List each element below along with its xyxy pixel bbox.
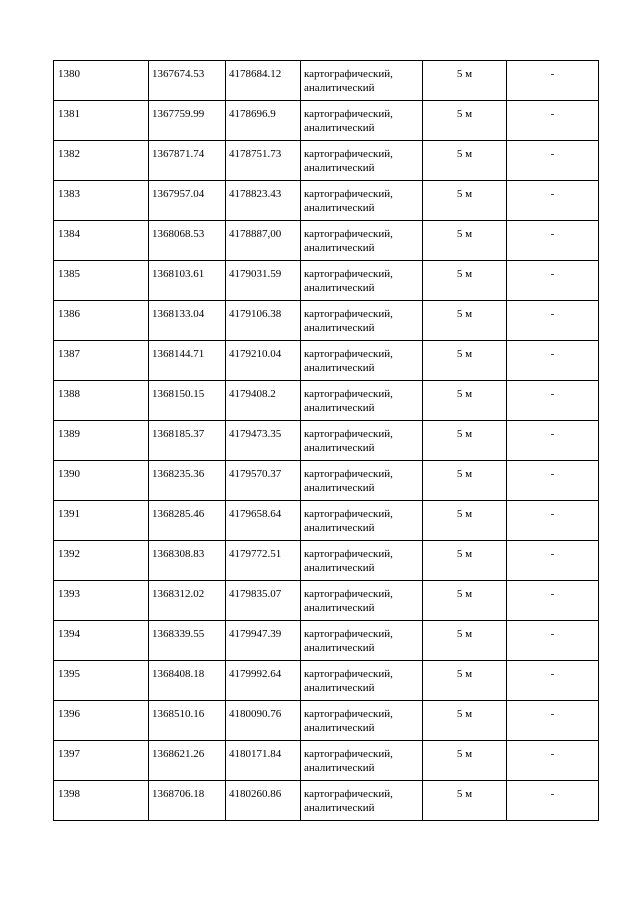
point-number: 1385 [58,268,80,280]
point-number: 1387 [58,348,80,360]
note-value: - [550,268,555,280]
accuracy-cell [423,581,507,621]
method-line-2: аналитический [304,642,375,654]
method-line-2: аналитический [304,322,375,334]
note-value: - [550,548,555,560]
point-number: 1392 [58,548,80,560]
x-coordinate-cell [149,581,226,621]
y-coordinate-cell [226,61,301,101]
point-number-cell [54,261,149,301]
method-text [301,101,422,135]
note-cell [507,181,599,221]
accuracy-cell [423,141,507,181]
method-line-2: аналитический [304,442,375,454]
coordinates-table [53,60,599,821]
x-coordinate: 1368133.04 [152,308,205,320]
x-coordinate: 1367674.53 [152,68,205,80]
method-line-1: картографический, [304,308,393,320]
y-coordinate: 4179992.64 [229,668,282,680]
method-text [301,741,422,775]
method-cell [301,541,423,581]
accuracy-cell [423,261,507,301]
point-number-cell [54,501,149,541]
y-coordinate: 4179408.2 [229,388,276,400]
point-number-cell [54,341,149,381]
point-number-cell [54,701,149,741]
table-row [54,541,599,581]
point-number-cell [54,421,149,461]
table-row [54,501,599,541]
method-line-1: картографический, [304,388,393,400]
method-line-2: аналитический [304,202,375,214]
x-coordinate: 1368308.83 [152,548,205,560]
y-coordinate-cell [226,741,301,781]
point-number-cell [54,141,149,181]
note-cell [507,541,599,581]
x-coordinate-cell [149,101,226,141]
method-line-1: картографический, [304,188,393,200]
method-text [301,661,422,695]
note-value: - [550,508,555,520]
point-number-cell [54,541,149,581]
accuracy-value: 5 м [456,748,473,760]
method-line-1: картографический, [304,68,393,80]
x-coordinate: 1368103.61 [152,268,205,280]
method-text [301,341,422,375]
accuracy-cell [423,501,507,541]
method-line-2: аналитический [304,762,375,774]
method-line-1: картографический, [304,548,393,560]
y-coordinate: 4179835.07 [229,588,282,600]
method-line-2: аналитический [304,122,375,134]
y-coordinate: 4178823.43 [229,188,282,200]
method-line-1: картографический, [304,748,393,760]
y-coordinate-cell [226,621,301,661]
accuracy-value: 5 м [456,668,473,680]
method-cell [301,181,423,221]
method-text [301,261,422,295]
x-coordinate-cell [149,301,226,341]
accuracy-cell [423,741,507,781]
method-text [301,621,422,655]
accuracy-value: 5 м [456,268,473,280]
x-coordinate-cell [149,661,226,701]
x-coordinate: 1368185.37 [152,428,205,440]
table-row [54,261,599,301]
note-cell [507,621,599,661]
method-cell [301,461,423,501]
method-line-2: аналитический [304,242,375,254]
note-value: - [550,228,555,240]
accuracy-value: 5 м [456,628,473,640]
method-text [301,581,422,615]
y-coordinate-cell [226,461,301,501]
note-value: - [550,428,555,440]
point-number: 1383 [58,188,80,200]
y-coordinate-cell [226,421,301,461]
method-cell [301,781,423,821]
method-line-2: аналитический [304,522,375,534]
accuracy-value: 5 м [456,188,473,200]
table-row [54,61,599,101]
x-coordinate-cell [149,701,226,741]
accuracy-value: 5 м [456,68,473,80]
note-value: - [550,708,555,720]
accuracy-cell [423,461,507,501]
note-cell [507,661,599,701]
method-text [301,701,422,735]
x-coordinate: 1367759.99 [152,108,205,120]
method-cell [301,661,423,701]
point-number-cell [54,301,149,341]
x-coordinate: 1368408.18 [152,668,205,680]
accuracy-cell [423,701,507,741]
point-number-cell [54,661,149,701]
method-text [301,421,422,455]
table-row [54,341,599,381]
accuracy-cell [423,181,507,221]
note-cell [507,261,599,301]
x-coordinate: 1368339.55 [152,628,205,640]
point-number: 1386 [58,308,80,320]
point-number: 1388 [58,388,80,400]
note-value: - [550,628,555,640]
table-row [54,141,599,181]
method-cell [301,421,423,461]
table-row [54,701,599,741]
method-text [301,781,422,815]
method-cell [301,101,423,141]
table-row [54,581,599,621]
point-number: 1380 [58,68,80,80]
method-line-1: картографический, [304,228,393,240]
method-line-2: аналитический [304,362,375,374]
y-coordinate: 4180171.84 [229,748,282,760]
method-line-2: аналитический [304,482,375,494]
point-number-cell [54,621,149,661]
point-number-cell [54,581,149,621]
y-coordinate: 4178751.73 [229,148,282,160]
method-line-1: картографический, [304,708,393,720]
note-value: - [550,188,555,200]
accuracy-value: 5 м [456,388,473,400]
method-cell [301,341,423,381]
method-text [301,541,422,575]
accuracy-cell [423,421,507,461]
point-number-cell [54,741,149,781]
x-coordinate-cell [149,741,226,781]
point-number: 1393 [58,588,80,600]
x-coordinate-cell [149,261,226,301]
method-cell [301,61,423,101]
y-coordinate-cell [226,581,301,621]
x-coordinate-cell [149,621,226,661]
x-coordinate: 1367957.04 [152,188,205,200]
method-cell [301,581,423,621]
accuracy-cell [423,661,507,701]
note-cell [507,701,599,741]
accuracy-value: 5 м [456,548,473,560]
y-coordinate-cell [226,141,301,181]
note-cell [507,141,599,181]
note-value: - [550,308,555,320]
document-page [53,60,598,821]
table-row [54,381,599,421]
method-text [301,381,422,415]
method-text [301,61,422,95]
point-number-cell [54,181,149,221]
note-cell [507,381,599,421]
x-coordinate-cell [149,341,226,381]
y-coordinate: 4179772.51 [229,548,282,560]
x-coordinate-cell [149,461,226,501]
accuracy-cell [423,301,507,341]
point-number: 1397 [58,748,80,760]
y-coordinate: 4179947.39 [229,628,282,640]
method-cell [301,261,423,301]
x-coordinate-cell [149,221,226,261]
y-coordinate: 4179031.59 [229,268,282,280]
method-line-1: картографический, [304,148,393,160]
y-coordinate-cell [226,381,301,421]
method-line-1: картографический, [304,348,393,360]
accuracy-value: 5 м [456,788,473,800]
method-line-1: картографический, [304,108,393,120]
accuracy-cell [423,61,507,101]
method-line-2: аналитический [304,402,375,414]
method-line-1: картографический, [304,508,393,520]
y-coordinate: 4179210.04 [229,348,282,360]
method-cell [301,141,423,181]
y-coordinate-cell [226,101,301,141]
point-number: 1396 [58,708,80,720]
method-line-1: картографический, [304,788,393,800]
accuracy-value: 5 м [456,708,473,720]
method-line-1: картографический, [304,588,393,600]
point-number: 1390 [58,468,80,480]
point-number: 1394 [58,628,80,640]
method-line-2: аналитический [304,282,375,294]
method-text [301,501,422,535]
x-coordinate-cell [149,141,226,181]
x-coordinate: 1368068.53 [152,228,205,240]
table-row [54,621,599,661]
y-coordinate: 4179570.37 [229,468,282,480]
method-cell [301,381,423,421]
table-row [54,661,599,701]
method-text [301,221,422,255]
point-number: 1398 [58,788,80,800]
method-line-2: аналитический [304,562,375,574]
method-cell [301,701,423,741]
note-value: - [550,468,555,480]
y-coordinate-cell [226,661,301,701]
point-number-cell [54,461,149,501]
accuracy-value: 5 м [456,468,473,480]
y-coordinate: 4180090.76 [229,708,282,720]
x-coordinate: 1368510.16 [152,708,205,720]
table-row [54,461,599,501]
note-value: - [550,588,555,600]
x-coordinate-cell [149,381,226,421]
note-cell [507,741,599,781]
method-cell [301,621,423,661]
accuracy-cell [423,341,507,381]
table-row [54,181,599,221]
point-number: 1382 [58,148,80,160]
accuracy-cell [423,781,507,821]
method-line-2: аналитический [304,802,375,814]
method-line-2: аналитический [304,162,375,174]
method-cell [301,221,423,261]
accuracy-cell [423,381,507,421]
accuracy-value: 5 м [456,108,473,120]
accuracy-value: 5 м [456,508,473,520]
method-text [301,301,422,335]
accuracy-value: 5 м [456,588,473,600]
note-cell [507,61,599,101]
y-coordinate-cell [226,221,301,261]
y-coordinate-cell [226,341,301,381]
table-row [54,221,599,261]
method-line-1: картографический, [304,668,393,680]
note-cell [507,581,599,621]
note-value: - [550,388,555,400]
note-cell [507,341,599,381]
y-coordinate-cell [226,181,301,221]
accuracy-value: 5 м [456,148,473,160]
method-cell [301,501,423,541]
note-value: - [550,748,555,760]
table-row [54,781,599,821]
x-coordinate-cell [149,181,226,221]
note-cell [507,501,599,541]
x-coordinate-cell [149,541,226,581]
note-cell [507,101,599,141]
x-coordinate: 1368144.71 [152,348,205,360]
note-cell [507,781,599,821]
x-coordinate: 1368312.02 [152,588,205,600]
method-line-1: картографический, [304,468,393,480]
x-coordinate: 1368150.15 [152,388,205,400]
accuracy-value: 5 м [456,348,473,360]
note-value: - [550,348,555,360]
note-value: - [550,108,555,120]
y-coordinate-cell [226,781,301,821]
method-cell [301,301,423,341]
y-coordinate: 4178684.12 [229,68,282,80]
note-value: - [550,68,555,80]
method-line-1: картографический, [304,268,393,280]
x-coordinate: 1368235.36 [152,468,205,480]
x-coordinate: 1368285.46 [152,508,205,520]
y-coordinate-cell [226,701,301,741]
y-coordinate: 4179473.35 [229,428,282,440]
note-cell [507,221,599,261]
note-cell [507,461,599,501]
y-coordinate: 4180260.86 [229,788,282,800]
note-cell [507,421,599,461]
y-coordinate: 4179658.64 [229,508,282,520]
y-coordinate: 4179106.38 [229,308,282,320]
accuracy-cell [423,101,507,141]
method-line-1: картографический, [304,628,393,640]
accuracy-cell [423,621,507,661]
method-text [301,181,422,215]
note-cell [507,301,599,341]
point-number: 1389 [58,428,80,440]
y-coordinate: 4178696.9 [229,108,276,120]
coordinates-table-body [54,61,599,821]
accuracy-cell [423,541,507,581]
x-coordinate-cell [149,781,226,821]
note-value: - [550,668,555,680]
method-cell [301,741,423,781]
table-row [54,101,599,141]
method-line-1: картографический, [304,428,393,440]
accuracy-value: 5 м [456,308,473,320]
accuracy-value: 5 м [456,428,473,440]
accuracy-cell [423,221,507,261]
method-text [301,461,422,495]
note-value: - [550,788,555,800]
table-row [54,421,599,461]
x-coordinate-cell [149,421,226,461]
method-line-2: аналитический [304,682,375,694]
x-coordinate-cell [149,61,226,101]
point-number-cell [54,61,149,101]
x-coordinate: 1367871.74 [152,148,205,160]
point-number-cell [54,101,149,141]
x-coordinate: 1368621.26 [152,748,205,760]
y-coordinate-cell [226,501,301,541]
method-line-2: аналитический [304,602,375,614]
table-row [54,301,599,341]
method-text [301,141,422,175]
note-value: - [550,148,555,160]
point-number: 1395 [58,668,80,680]
point-number-cell [54,781,149,821]
point-number: 1391 [58,508,80,520]
point-number: 1384 [58,228,80,240]
y-coordinate-cell [226,261,301,301]
method-line-2: аналитический [304,82,375,94]
accuracy-value: 5 м [456,228,473,240]
x-coordinate-cell [149,501,226,541]
y-coordinate-cell [226,541,301,581]
point-number-cell [54,221,149,261]
method-line-2: аналитический [304,722,375,734]
table-row [54,741,599,781]
point-number-cell [54,381,149,421]
y-coordinate-cell [226,301,301,341]
y-coordinate: 4178887,00 [229,228,282,240]
point-number: 1381 [58,108,80,120]
x-coordinate: 1368706.18 [152,788,205,800]
